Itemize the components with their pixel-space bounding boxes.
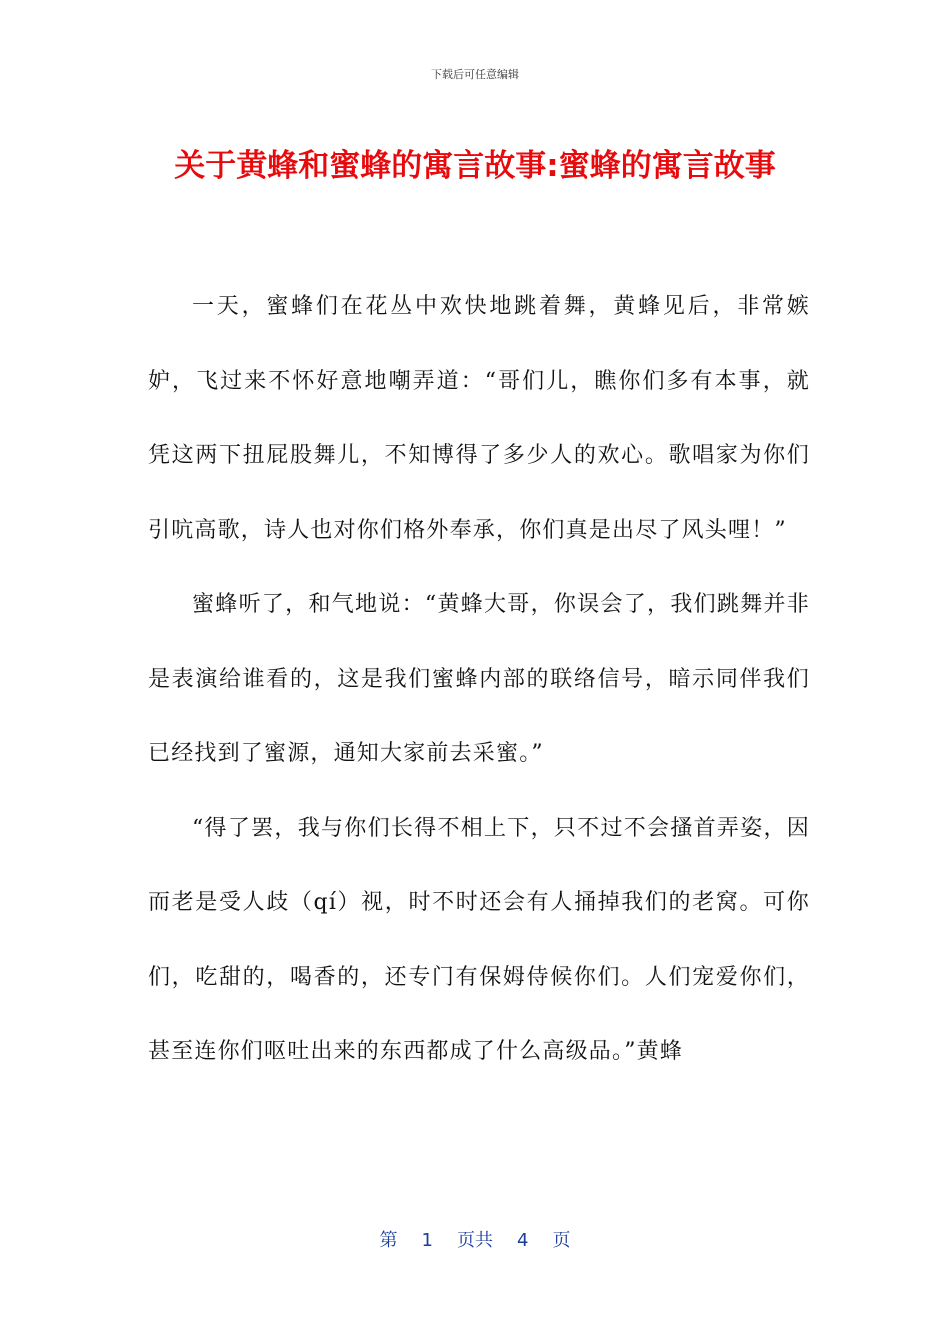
footer-current-page: 1 xyxy=(421,1230,433,1251)
paragraph-2: 蜜蜂听了，和气地说：“黄蜂大哥，你误会了，我们跳舞并非是表演给谁看的，这是我们蜜蜂内部的联络信号，暗示同伴我们已经找到了蜜源，通知大家前去采蜜。” xyxy=(148,592,810,766)
document-body xyxy=(148,270,810,1090)
footer-label-end: 页 xyxy=(552,1230,571,1251)
footer-label-total: 页共 xyxy=(457,1230,493,1251)
header-note: 下载后可任意编辑 xyxy=(431,68,519,81)
footer-total-pages: 4 xyxy=(517,1230,529,1251)
page-footer xyxy=(0,1226,950,1252)
document-title: 关于黄蜂和蜜蜂的寓言故事:蜜蜂的寓言故事 xyxy=(174,148,776,184)
paragraph-1: 一天，蜜蜂们在花丛中欢快地跳着舞，黄蜂见后，非常嫉妒，飞过来不怀好意地嘲弄道：“哥们儿，瞧你们多有本事，就凭这两下扭屁股舞儿，不知博得了多少人的欢心。歌唱家为你们引吭高歌，诗人也对你们格外奉承，你们真是出尽了风头哩！” xyxy=(148,294,810,543)
footer-label-page: 第 xyxy=(379,1230,398,1251)
paragraph-3: “得了罢，我与你们长得不相上下，只不过不会搔首弄姿，因而老是受人歧（qí）视，时不时还会有人捅掉我们的老窝。可你们，吃甜的，喝香的，还专门有保姆侍候你们。人们宠爱你们，甚至连你们呕吐出来的东西都成了什么高级品。”黄蜂 xyxy=(148,815,810,1064)
